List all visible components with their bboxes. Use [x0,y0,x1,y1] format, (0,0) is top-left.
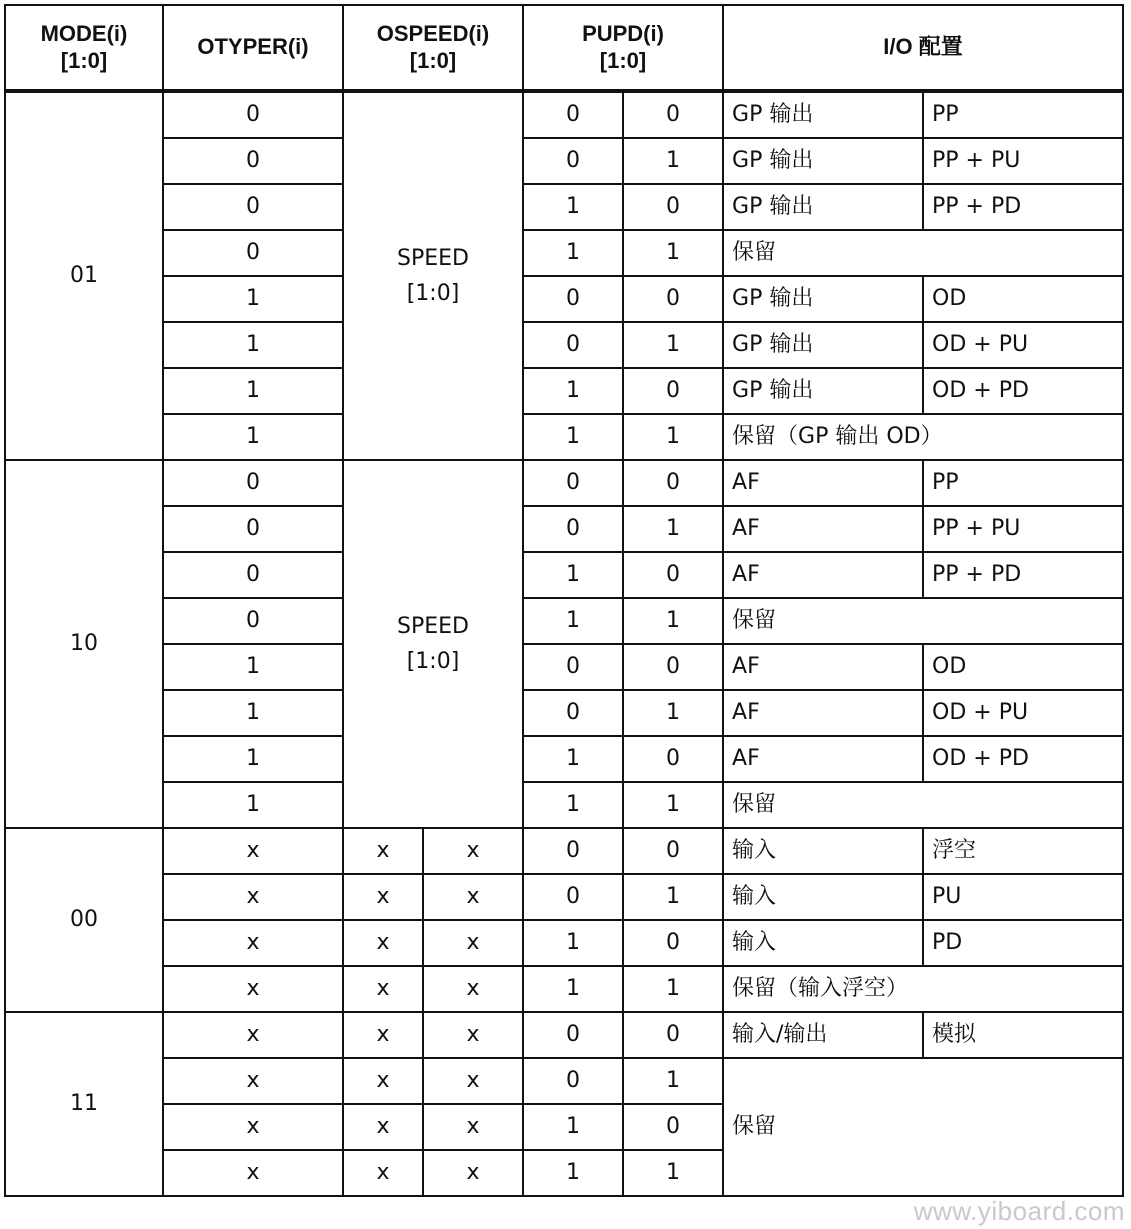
ospeed-bit0-cell: x [423,1104,523,1150]
config-type-cell: PD [923,920,1123,966]
ospeed-bit1-cell: x [343,1150,423,1196]
table-row [5,460,1123,506]
pupd-bit0-cell: 1 [623,1058,723,1104]
otyper-cell: 0 [163,598,343,644]
config-function-cell: 输入 [723,920,923,966]
table-row [5,874,1123,920]
speed-cell: SPEED [1:0] [343,460,523,828]
config-function-cell: AF [723,506,923,552]
config-function-cell: AF [723,690,923,736]
otyper-cell: 0 [163,91,343,138]
pupd-bit1-cell: 0 [523,460,623,506]
config-type-cell: PP + PU [923,138,1123,184]
pupd-bit0-cell: 1 [623,782,723,828]
mode-cell: 01 [5,91,163,460]
config-type-cell: PP [923,91,1123,138]
pupd-bit0-cell: 1 [623,1150,723,1196]
otyper-cell: 1 [163,736,343,782]
table-row [5,322,1123,368]
config-type-cell: PP + PD [923,552,1123,598]
config-reserved-cell: 保留 [723,782,1123,828]
pupd-bit0-cell: 1 [623,690,723,736]
otyper-cell: 0 [163,230,343,276]
pupd-bit1-cell: 1 [523,966,623,1012]
ospeed-bit0-cell: x [423,1012,523,1058]
pupd-bit0-cell: 0 [623,920,723,966]
table-row [5,368,1123,414]
otyper-cell: 0 [163,460,343,506]
table-row [5,598,1123,644]
table-body [5,91,1123,1196]
pupd-bit1-cell: 1 [523,368,623,414]
pupd-bit1-cell: 0 [523,276,623,322]
table-row [5,966,1123,1012]
pupd-bit0-cell: 1 [623,506,723,552]
config-function-cell: 输入 [723,874,923,920]
config-type-cell: OD + PU [923,690,1123,736]
pupd-bit0-cell: 0 [623,1012,723,1058]
ospeed-bit0-cell: x [423,1058,523,1104]
header-ospeed: OSPEED(i) [1:0] [343,5,523,91]
config-function-cell: GP 输出 [723,91,923,138]
pupd-bit0-cell: 1 [623,230,723,276]
header-mode: MODE(i) [1:0] [5,5,163,91]
otyper-cell: x [163,874,343,920]
pupd-bit1-cell: 0 [523,91,623,138]
otyper-cell: 0 [163,184,343,230]
pupd-bit1-cell: 1 [523,414,623,460]
table-row [5,644,1123,690]
pupd-bit0-cell: 1 [623,414,723,460]
pupd-bit1-cell: 1 [523,230,623,276]
otyper-cell: 1 [163,276,343,322]
pupd-bit1-cell: 0 [523,1058,623,1104]
pupd-bit1-cell: 1 [523,598,623,644]
config-type-cell: PP [923,460,1123,506]
pupd-bit1-cell: 1 [523,920,623,966]
config-function-cell: 输入 [723,828,923,874]
config-function-cell: 输入/输出 [723,1012,923,1058]
table-row [5,920,1123,966]
pupd-bit0-cell: 0 [623,184,723,230]
otyper-cell: x [163,966,343,1012]
otyper-cell: x [163,828,343,874]
config-type-cell: OD [923,276,1123,322]
config-reserved-cell: 保留（输入浮空） [723,966,1123,1012]
otyper-cell: 0 [163,506,343,552]
config-function-cell: GP 输出 [723,322,923,368]
pupd-bit0-cell: 0 [623,828,723,874]
pupd-bit0-cell: 0 [623,276,723,322]
pupd-bit1-cell: 0 [523,1012,623,1058]
otyper-cell: 0 [163,138,343,184]
ospeed-bit1-cell: x [343,966,423,1012]
config-reserved-cell: 保留 [723,1058,1123,1196]
table-row [5,138,1123,184]
table-row [5,91,1123,138]
config-reserved-cell: 保留 [723,230,1123,276]
pupd-bit1-cell: 1 [523,552,623,598]
table-row [5,736,1123,782]
header-pupd: PUPD(i) [1:0] [523,5,723,91]
config-function-cell: AF [723,460,923,506]
pupd-bit1-cell: 1 [523,782,623,828]
pupd-bit0-cell: 1 [623,874,723,920]
ospeed-bit1-cell: x [343,874,423,920]
config-type-cell: PP + PU [923,506,1123,552]
gpio-config-table-container [4,4,1122,1197]
pupd-bit0-cell: 1 [623,322,723,368]
config-function-cell: GP 输出 [723,368,923,414]
watermark: www.yiboard.com [913,1196,1125,1226]
config-function-cell: GP 输出 [723,138,923,184]
table-row [5,552,1123,598]
otyper-cell: x [163,1058,343,1104]
ospeed-bit1-cell: x [343,828,423,874]
config-reserved-cell: 保留（GP 输出 OD） [723,414,1123,460]
otyper-cell: x [163,1104,343,1150]
mode-cell: 11 [5,1012,163,1196]
ospeed-bit0-cell: x [423,920,523,966]
pupd-bit1-cell: 0 [523,322,623,368]
config-type-cell: 浮空 [923,828,1123,874]
ospeed-bit1-cell: x [343,1058,423,1104]
mode-cell: 10 [5,460,163,828]
table-header [5,5,1123,91]
ospeed-bit0-cell: x [423,874,523,920]
pupd-bit1-cell: 1 [523,1150,623,1196]
pupd-bit1-cell: 0 [523,138,623,184]
otyper-cell: 0 [163,552,343,598]
otyper-cell: 1 [163,644,343,690]
config-type-cell: OD + PD [923,736,1123,782]
mode-cell: 00 [5,828,163,1012]
speed-cell: SPEED [1:0] [343,91,523,460]
config-function-cell: AF [723,552,923,598]
table-row [5,1058,1123,1104]
pupd-bit1-cell: 0 [523,874,623,920]
otyper-cell: x [163,1012,343,1058]
pupd-bit1-cell: 0 [523,506,623,552]
pupd-bit0-cell: 0 [623,460,723,506]
header-otyper: OTYPER(i) [163,5,343,91]
table-row [5,690,1123,736]
config-function-cell: AF [723,736,923,782]
ospeed-bit0-cell: x [423,828,523,874]
pupd-bit0-cell: 0 [623,644,723,690]
table-row [5,828,1123,874]
ospeed-bit0-cell: x [423,966,523,1012]
ospeed-bit1-cell: x [343,920,423,966]
pupd-bit1-cell: 1 [523,1104,623,1150]
pupd-bit0-cell: 0 [623,91,723,138]
gpio-config-table [4,4,1124,1197]
otyper-cell: 1 [163,782,343,828]
pupd-bit0-cell: 0 [623,736,723,782]
pupd-bit0-cell: 0 [623,552,723,598]
otyper-cell: x [163,1150,343,1196]
ospeed-bit1-cell: x [343,1104,423,1150]
config-reserved-cell: 保留 [723,598,1123,644]
otyper-cell: 1 [163,690,343,736]
otyper-cell: 1 [163,368,343,414]
table-row [5,230,1123,276]
pupd-bit1-cell: 1 [523,736,623,782]
otyper-cell: 1 [163,322,343,368]
header-io-config: I/O 配置 [723,5,1123,91]
table-row [5,782,1123,828]
ospeed-bit0-cell: x [423,1150,523,1196]
config-type-cell: OD + PU [923,322,1123,368]
table-row [5,506,1123,552]
pupd-bit0-cell: 0 [623,368,723,414]
otyper-cell: 1 [163,414,343,460]
config-function-cell: GP 输出 [723,184,923,230]
pupd-bit1-cell: 0 [523,690,623,736]
table-row [5,1012,1123,1058]
pupd-bit0-cell: 0 [623,1104,723,1150]
otyper-cell: x [163,920,343,966]
config-function-cell: AF [723,644,923,690]
ospeed-bit1-cell: x [343,1012,423,1058]
config-type-cell: PP + PD [923,184,1123,230]
pupd-bit1-cell: 0 [523,644,623,690]
config-type-cell: OD + PD [923,368,1123,414]
table-row [5,184,1123,230]
config-type-cell: PU [923,874,1123,920]
table-row [5,276,1123,322]
config-function-cell: GP 输出 [723,276,923,322]
table-row [5,414,1123,460]
pupd-bit1-cell: 1 [523,184,623,230]
pupd-bit0-cell: 1 [623,598,723,644]
pupd-bit0-cell: 1 [623,138,723,184]
config-type-cell: 模拟 [923,1012,1123,1058]
pupd-bit0-cell: 1 [623,966,723,1012]
pupd-bit1-cell: 0 [523,828,623,874]
config-type-cell: OD [923,644,1123,690]
